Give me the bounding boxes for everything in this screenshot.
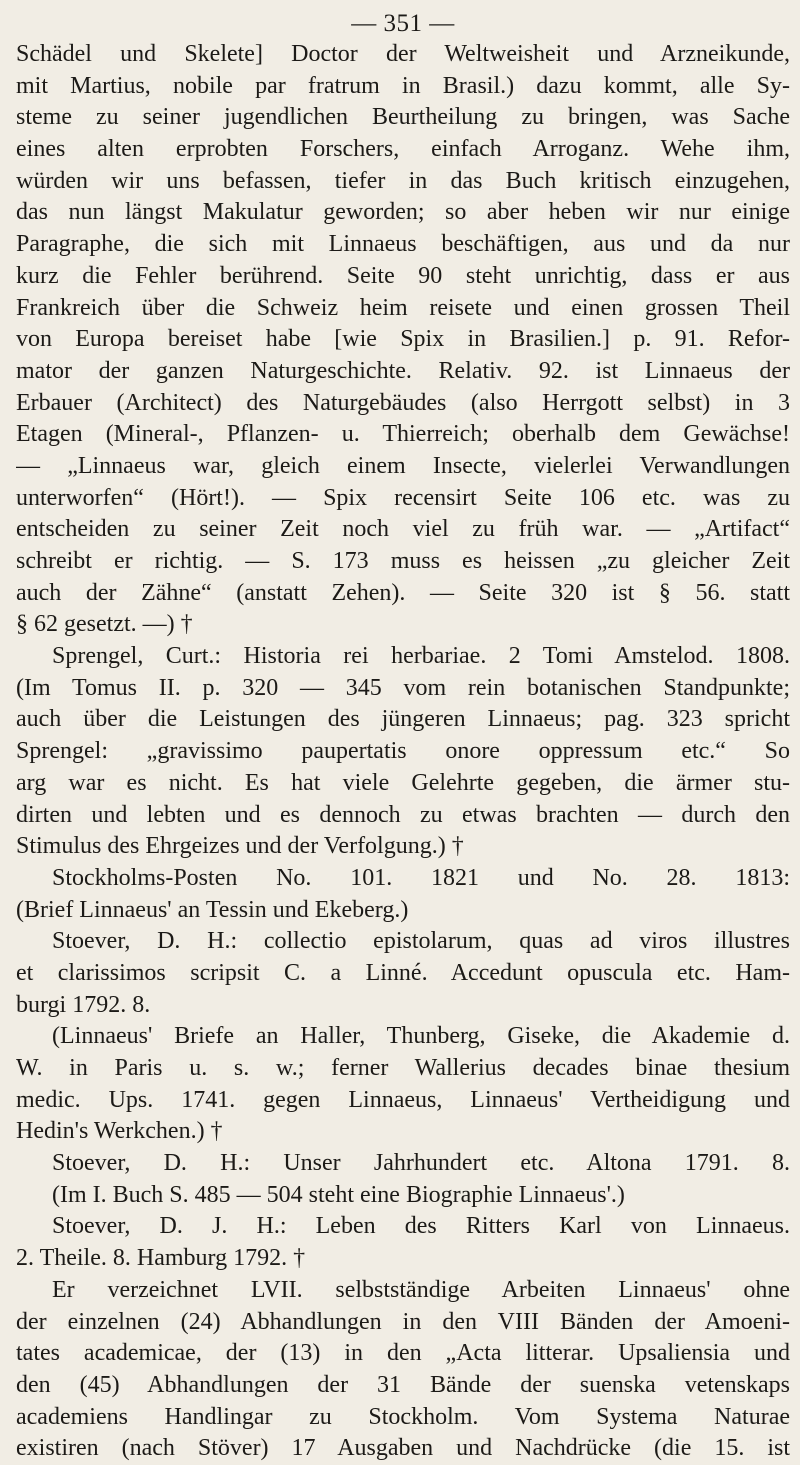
text-line: arg war es nicht. Es hat viele Gelehrte gegeben, die ärmer stu- [16, 769, 790, 796]
text-line: unterworfen“ (Hört!). — Spix recensirt Seite 106 etc. was zu [16, 484, 790, 511]
text-line: Paragraphe, die sich mit Linnaeus beschäftigen, aus und da nur [16, 231, 790, 258]
text-line: schreibt er richtig. — S. 173 muss es heissen „zu gleicher Zeit [16, 548, 790, 574]
text-line: et clarissimos scripsit C. a Linné. Accedunt opuscula etc. Ham- [16, 959, 790, 986]
text-line: W. in Paris u. s. w.; ferner Wallerius decades binae thesium [16, 1055, 790, 1081]
text-line: steme zu seiner jugendlichen Beurtheilung zu bringen, was Sache [16, 104, 790, 131]
text-line: Er verzeichnet LVII. selbstständige Arbeiten Linnaeus' ohne [52, 1276, 790, 1303]
text-line: auch der Zähne“ (anstatt Zehen). — Seite 320 ist § 56. statt [16, 579, 790, 606]
text-line: entscheiden zu seiner Zeit noch viel zu früh war. — „Artifact“ [16, 516, 790, 543]
page-number: — 351 — [351, 10, 455, 37]
bibliography-entry: Stockholms-Posten No. 101. 1821 und No. 28. 1813: [52, 864, 790, 891]
text-line: Erbauer (Architect) des Naturgebäudes (also Herrgott selbst) in 3 [16, 389, 790, 416]
bibliography-entry: Stoever, D. H.: collectio epistolarum, quas ad viros illustres [52, 928, 790, 955]
text-line: eines alten erprobten Forschers, einfach Arroganz. Wehe ihm, [16, 136, 790, 163]
text-line: würden wir uns befassen, tiefer in das Buch kritisch einzugehen, [16, 167, 790, 194]
text-line: — „Linnaeus war, gleich einem Insecte, vielerlei Verwandlungen [16, 452, 790, 479]
text-line: academiens Handlingar zu Stockholm. Vom Systema Naturae [16, 1403, 790, 1430]
text-line: Stimulus des Ehrgeizes und der Verfolgung.) † [16, 833, 464, 860]
text-line: medic. Ups. 1741. gegen Linnaeus, Linnaeus' Vertheidigung und [16, 1086, 790, 1113]
text-line: auch über die Leistungen des jüngeren Linnaeus; pag. 323 spricht [16, 706, 790, 733]
text-line: 2. Theile. 8. Hamburg 1792. † [16, 1245, 306, 1272]
bibliography-entry: Stoever, D. J. H.: Leben des Ritters Karl von Linnaeus. [52, 1213, 790, 1240]
text-line: (Brief Linnaeus' an Tessin und Ekeberg.) [16, 896, 409, 923]
text-line: (Linnaeus' Briefe an Haller, Thunberg, Giseke, die Akademie d. [52, 1023, 790, 1050]
text-line: tates academicae, der (13) in den „Acta litterar. Upsaliensia und [16, 1340, 790, 1367]
text-line: kurz die Fehler berührend. Seite 90 steht unrichtig, dass er aus [16, 262, 790, 289]
text-line: mator der ganzen Naturgeschichte. Relativ. 92. ist Linnaeus der [16, 357, 790, 384]
text-line: existiren (nach Stöver) 17 Ausgaben und Nachdrücke (die 15. ist [16, 1435, 790, 1462]
body-text [16, 39, 790, 1465]
text-line: Etagen (Mineral-, Pflanzen- u. Thierreich; oberhalb dem Gewächse! [16, 421, 790, 448]
book-page [16, 0, 790, 1462]
text-line: den (45) Abhandlungen der 31 Bände der suenska vetenskaps [16, 1371, 790, 1398]
text-line: das nun längst Makulatur geworden; so aber heben wir nur einige [16, 199, 790, 226]
text-line: (Im I. Buch S. 485 — 504 steht eine Biographie Linnaeus'.) [52, 1181, 625, 1208]
text-line: Hedin's Werkchen.) † [16, 1118, 223, 1145]
bibliography-entry: Sprengel, Curt.: Historia rei herbariae. 2 Tomi Amstelod. 1808. [52, 643, 790, 670]
text-line: Schädel und Skelete] Doctor der Weltweisheit und Arzneikunde, [16, 41, 790, 67]
bibliography-entry: Stoever, D. H.: Unser Jahrhundert etc. Altona 1791. 8. [52, 1150, 790, 1177]
text-line: § 62 gesetzt. —) † [16, 611, 193, 638]
text-line: burgi 1792. 8. [16, 991, 151, 1018]
text-line: Frankreich über die Schweiz heim reisete und einen grossen Theil [16, 294, 790, 321]
text-line: dirten und lebten und es dennoch zu etwas brachten — durch den [16, 801, 790, 828]
text-line: (Im Tomus II. p. 320 — 345 vom rein botanischen Standpunkte; [16, 674, 790, 701]
text-line: der einzelnen (24) Abhandlungen in den VIII Bänden der Amoeni- [16, 1308, 790, 1335]
text-line: von Europa bereiset habe [wie Spix in Brasilien.] p. 91. Refor- [16, 326, 790, 353]
text-line: Sprengel: „gravissimo paupertatis onore oppressum etc.“ So [16, 738, 790, 765]
text-line: mit Martius, nobile par fratrum in Brasil.) dazu kommt, alle Sy- [16, 72, 790, 99]
